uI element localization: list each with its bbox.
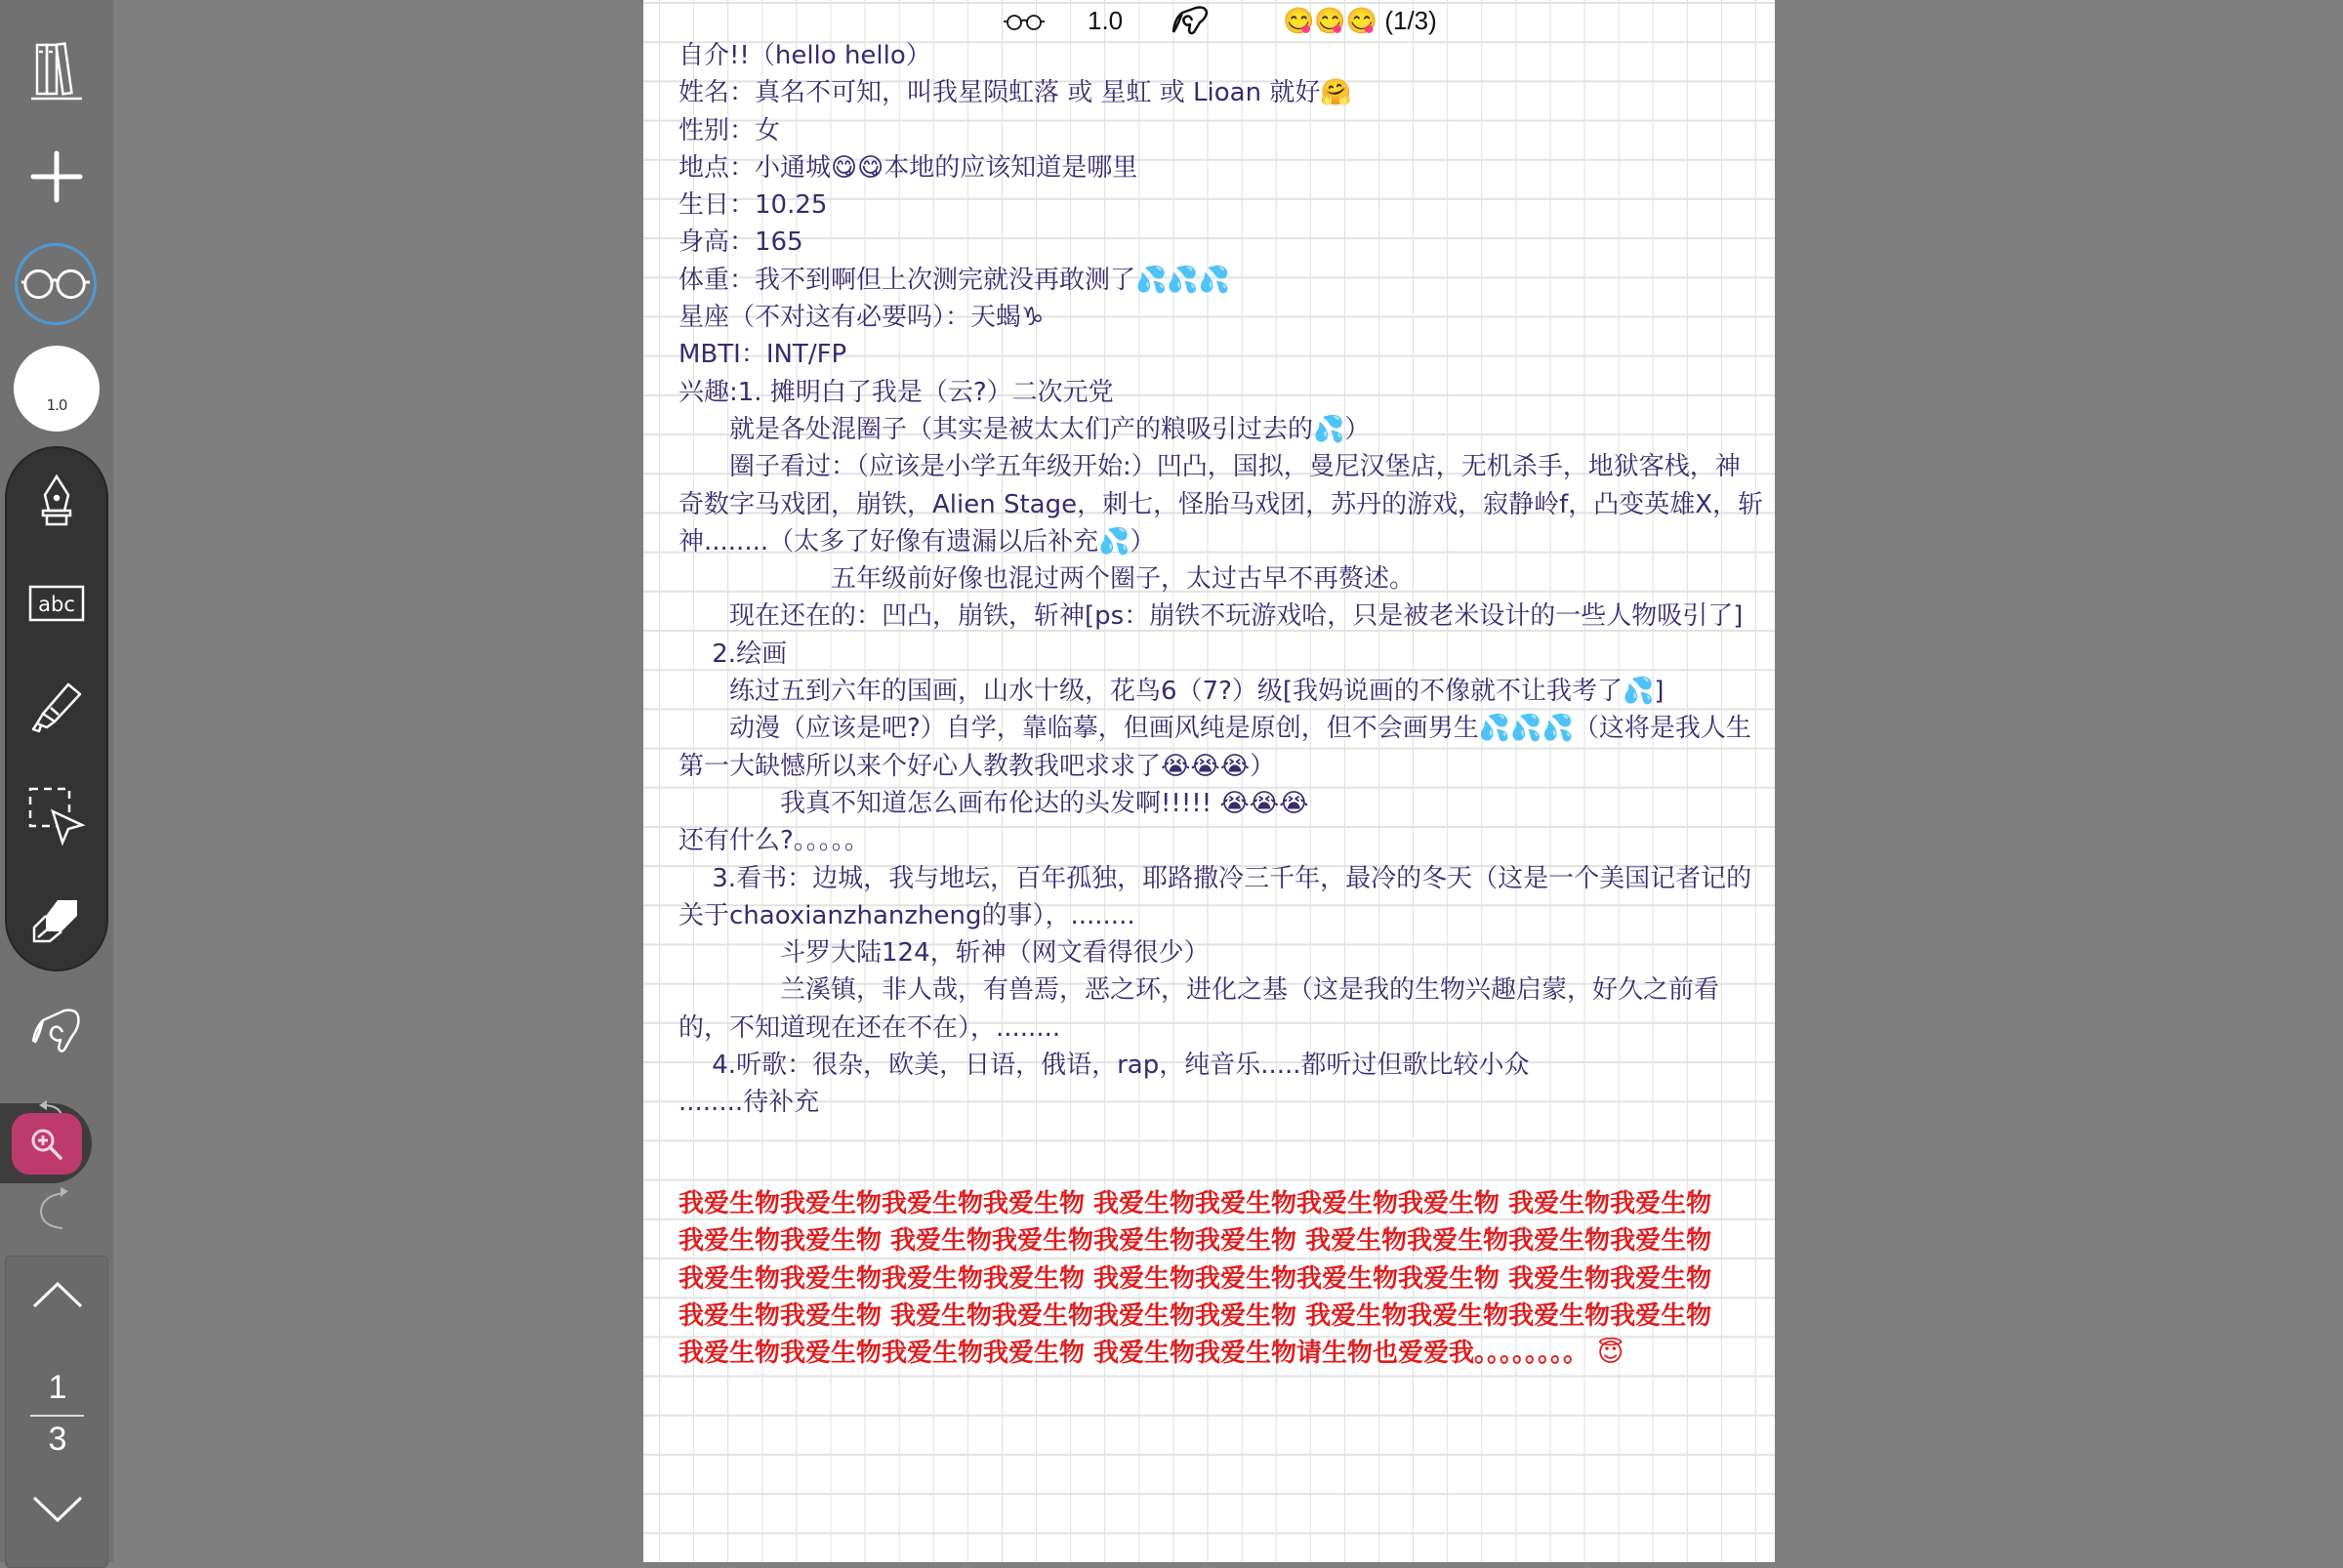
pen-tool-button[interactable] xyxy=(0,467,113,535)
text-line: 练过五到六年的国画，山水十级，花鸟6（7?）级[我妈说画的不像就不让我考了💦] xyxy=(678,677,1665,707)
zoom-button[interactable] xyxy=(12,1113,82,1175)
text-line: 身高：165 xyxy=(678,227,803,258)
redo-icon[interactable] xyxy=(37,1187,72,1232)
text-line: 生日：10.25 xyxy=(678,190,828,221)
text-line: ........待补充 xyxy=(678,1088,820,1118)
red-text-block xyxy=(678,1185,1762,1372)
glasses-icon[interactable] xyxy=(1003,14,1046,31)
lasso-tool-button[interactable] xyxy=(0,781,113,849)
red-text-line: 我爱生物我爱生物 我爱生物我爱生物我爱生物我爱生物 我爱生物我爱生物我爱生物我爱生物 xyxy=(678,1300,1712,1331)
text-line: 3.看书：边城，我与地坛，百年孤独，耶路撒冷三千年，最冷的冬天（这是一个美国记者记的 xyxy=(678,863,1752,893)
page-title: 😋😋😋 (1/3) xyxy=(1283,6,1437,35)
text-line: 神........（太多了好像有遗漏以后补充💦） xyxy=(678,526,1156,557)
text-line: 五年级前好像也混过两个圈子，太过古早不再赘述。 xyxy=(678,564,1416,595)
read-mode-button[interactable] xyxy=(15,243,97,325)
highlighter-tool-button[interactable] xyxy=(0,674,113,742)
glasses-icon xyxy=(18,265,94,304)
text-line: 斗罗大陆124，斩神（网文看得很少） xyxy=(678,938,1210,969)
fountain-pen-icon xyxy=(37,474,76,528)
text-line: 兰溪镇，非人哉，有兽焉，恶之环，进化之基（这是我的生物兴趣启蒙，好久之前看 xyxy=(678,975,1720,1006)
svg-text:abc: abc xyxy=(38,593,75,616)
zoom-level[interactable]: 1.0 xyxy=(1088,6,1124,35)
add-button[interactable] xyxy=(0,146,113,207)
text-line: 兴趣:1. 摊明白了我是（云?）二次元党 xyxy=(678,377,1114,407)
current-page: 1 xyxy=(48,1369,67,1406)
text-line: 自介!!（hello hello） xyxy=(678,41,931,70)
text-line: 4.听歌：很杂，欧美，日语，俄语，rap，纯音乐.....都听过但歌比较小众 xyxy=(678,1051,1530,1081)
red-text-line: 我爱生物我爱生物我爱生物我爱生物 我爱生物我爱生物请生物也爱爱我。。。。。。。。 😇 xyxy=(678,1339,1624,1369)
text-line: 奇数字马戏团，崩铁，Alien Stage，刺七，怪胎马戏团，苏丹的游戏，寂静岭f，凸变英雄X，斩 xyxy=(678,489,1764,519)
left-toolbar xyxy=(0,0,114,1562)
bookshelf-icon xyxy=(29,42,84,101)
note-content xyxy=(678,37,1762,1122)
hand-pinch-icon xyxy=(29,1007,84,1055)
zoom-in-icon xyxy=(29,1127,64,1162)
text-line: 还有什么?。。。。。 xyxy=(678,826,870,856)
text-line: 我真不知道怎么画布伦达的头发啊!!!!! 😭😭😭 xyxy=(678,788,1309,818)
text-line: 圈子看过：（应该是小学五年级开始:）凹凸，国拟，曼尼汉堡店，无机杀手，地狱客栈，神 xyxy=(678,452,1741,482)
red-text-line: 我爱生物我爱生物我爱生物我爱生物 我爱生物我爱生物我爱生物我爱生物 我爱生物我爱生物 xyxy=(678,1263,1712,1294)
text-line: 现在还在的：凹凸，崩铁，斩神[ps：崩铁不玩游戏哈，只是被老米设计的一些人物吸引了] xyxy=(678,601,1744,632)
hand-pinch-icon[interactable] xyxy=(1171,5,1210,36)
gesture-button[interactable] xyxy=(0,996,113,1066)
text-line: 性别：女 xyxy=(678,115,781,145)
red-text-line: 我爱生物我爱生物我爱生物我爱生物 我爱生物我爱生物我爱生物我爱生物 我爱生物我爱生物 xyxy=(678,1189,1712,1218)
text-line: 第一大缺憾所以来个好心人教教我吧求求了😭😭😭） xyxy=(678,751,1276,781)
text-tool-button[interactable] xyxy=(0,569,113,638)
text-line: 体重：我不到啊但上次测完就没再敢测了💦💦💦 xyxy=(678,265,1231,295)
text-line: 的，不知道现在还在不在），........ xyxy=(678,1012,1061,1043)
red-text-line: 我爱生物我爱生物 我爱生物我爱生物我爱生物我爱生物 我爱生物我爱生物我爱生物我爱生物 xyxy=(678,1226,1712,1257)
chevron-down-icon[interactable] xyxy=(31,1495,84,1524)
page-navigator xyxy=(5,1256,108,1568)
total-pages: 3 xyxy=(48,1421,67,1458)
notebook-page[interactable] xyxy=(643,0,1775,1562)
library-button[interactable] xyxy=(0,37,113,105)
text-line: 姓名：真名不可知，叫我星陨虹落 或 星虹 或 Lioan 就好🤗 xyxy=(678,78,1352,108)
text-box-icon xyxy=(28,585,85,622)
text-line: 动漫（应该是吧?）自学，靠临摹，但画风纯是原创，但不会画男生💦💦💦（这将是我人生 xyxy=(678,714,1751,744)
pen-size-label: 1.0 xyxy=(46,396,67,414)
text-line: MBTI：INT/FP xyxy=(678,340,847,370)
text-line: 关于chaoxianzhanzheng的事），........ xyxy=(678,900,1135,930)
chevron-up-icon[interactable] xyxy=(31,1280,84,1309)
text-line: 就是各处混圈子（其实是被太太们产的粮吸引过去的💦） xyxy=(678,414,1371,444)
text-line: 2.绘画 xyxy=(678,639,788,669)
plus-icon xyxy=(30,150,83,203)
text-line: 星座（不对这有必要吗）：天蝎♑ xyxy=(678,303,1045,333)
text-line: 地点：小通城😋😋本地的应该知道是哪里 xyxy=(678,152,1138,183)
pen-size-button[interactable] xyxy=(14,346,100,432)
page-divider xyxy=(30,1415,84,1417)
eraser-icon xyxy=(32,898,81,943)
eraser-tool-button[interactable] xyxy=(0,887,113,955)
highlighter-icon xyxy=(29,681,84,735)
lasso-select-icon xyxy=(25,784,88,846)
